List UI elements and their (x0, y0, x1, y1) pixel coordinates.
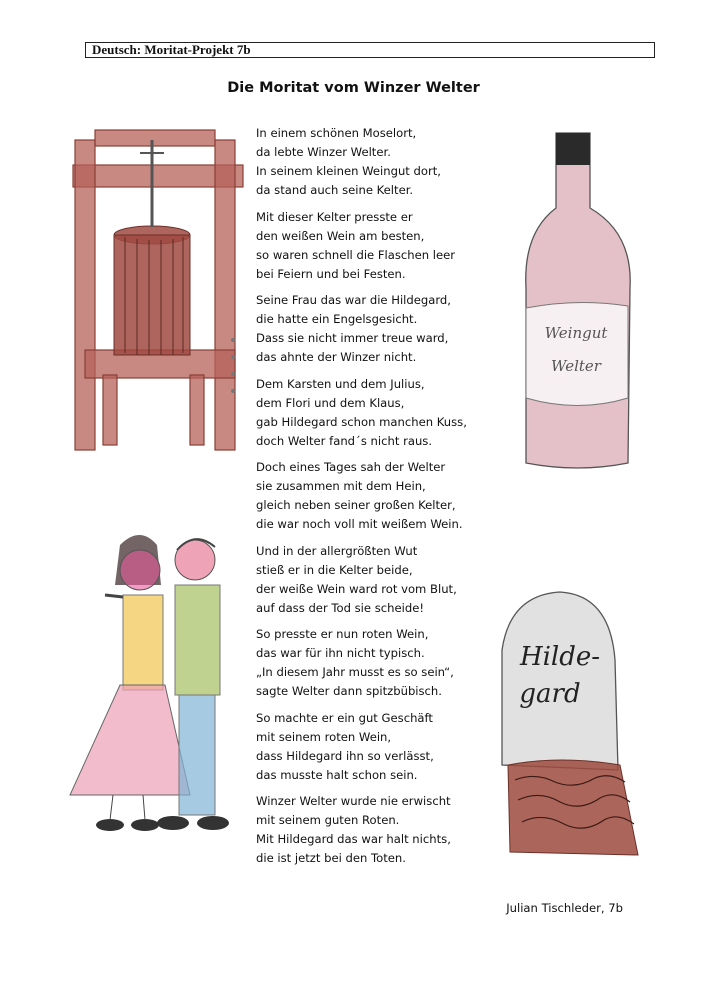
poem-line: dem Flori und dem Klaus, (256, 395, 405, 410)
gravestone-drawing (480, 590, 645, 860)
bottle-label-line1: Weingut (544, 324, 608, 342)
poem-line: In einem schönen Moselort, (256, 126, 417, 140)
poem-line: die war noch voll mit weißem Wein. (256, 517, 463, 531)
poem-stanza (256, 291, 506, 367)
poem-line: gleich neben seiner großen Kelter, (256, 498, 456, 512)
poem-line: In seinem kleinen Weingut dort, (256, 164, 441, 178)
poem-line: Doch eines Tages sah der Welter (256, 460, 446, 474)
poem-line: Winzer Welter wurde nie erwischt (256, 794, 451, 808)
poem-stanza (256, 124, 506, 200)
poem-line: Dass sie nicht immer treue ward, (256, 331, 449, 345)
wine-press-drawing (65, 125, 245, 455)
poem-stanza (256, 208, 506, 284)
poem-line: die hatte ein Engelsgesicht. (256, 312, 418, 326)
poem-line: So presste er nun roten Wein, (256, 627, 429, 641)
header-label: Deutsch: Moritat-Projekt 7b (92, 42, 251, 57)
poem-line: das musste halt schon sein. (256, 767, 418, 782)
poem-stanza (256, 375, 506, 451)
poem-line: sagte Welter dann spitzbübisch. (256, 684, 442, 698)
poem-line: doch Welter fand´s nicht raus. (256, 433, 433, 448)
gravestone-line1: Hilde- (519, 642, 601, 672)
wine-bottle-drawing (518, 128, 638, 478)
poem-stanza (256, 709, 506, 785)
poem-line: „In diesem Jahr musst es so sein“, (256, 665, 454, 679)
poem-stanza (256, 625, 506, 701)
author-signature: Julian Tischleder, 7b (506, 901, 623, 915)
poem-line: sie zusammen mit dem Hein, (256, 479, 426, 493)
poem-line: das ahnte der Winzer nicht. (256, 350, 417, 364)
poem-line: gab Hildegard schon manchen Kuss, (256, 414, 467, 429)
poem-line: das war für ihn nicht typisch. (256, 646, 425, 660)
couple-drawing (65, 525, 235, 845)
poem-line: der weiße Wein ward rot vom Blut, (256, 581, 457, 596)
poem-stanza (256, 792, 506, 868)
poem-line: auf dass der Tod sie scheide! (256, 600, 424, 615)
poem-line: bei Feiern und bei Festen. (256, 266, 406, 281)
poem-stanza (256, 542, 506, 618)
poem-body (256, 124, 506, 876)
poem-line: Dem Karsten und dem Julius, (256, 376, 425, 391)
poem-line: dass Hildegard ihn so verlässt, (256, 748, 434, 763)
bottle-label-line2: Welter (551, 357, 601, 375)
poem-line: Seine Frau das war die Hildegard, (256, 293, 451, 307)
poem-line: stieß er in die Kelter beide, (256, 562, 413, 577)
gravestone-line2: gard (519, 679, 581, 709)
poem-stanza (256, 458, 506, 534)
header-box (85, 42, 655, 58)
poem-line: da lebte Winzer Welter. (256, 145, 391, 159)
poem-line: So machte er ein gut Geschäft (256, 710, 433, 725)
poem-line: Mit dieser Kelter presste er (256, 209, 413, 224)
poem-line: da stand auch seine Kelter. (256, 183, 414, 197)
poem-line: mit seinem guten Roten. (256, 813, 400, 827)
poem-line: so waren schnell die Flaschen leer (256, 247, 456, 262)
poem-line: den weißen Wein am besten, (256, 228, 425, 243)
poem-line: mit seinem roten Wein, (256, 729, 392, 744)
poem-line: die ist jetzt bei den Toten. (256, 851, 406, 865)
poem-line: Mit Hildegard das war halt nichts, (256, 832, 451, 846)
poem-line: Und in der allergrößten Wut (256, 543, 418, 558)
poem-title: Die Moritat vom Winzer Welter (227, 80, 480, 96)
